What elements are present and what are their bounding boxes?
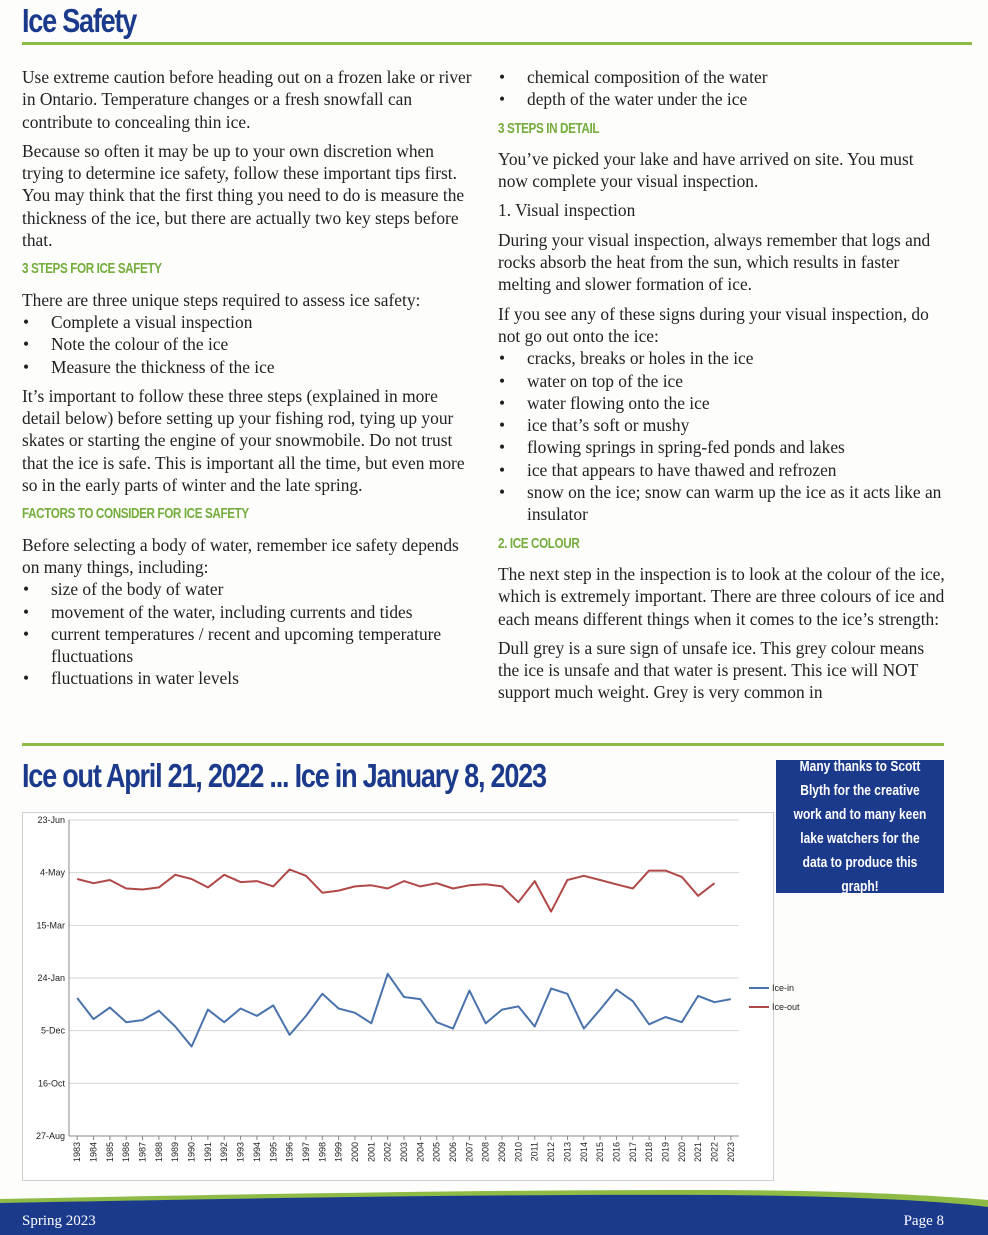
- x-tick-label: 2011: [529, 1142, 540, 1162]
- x-tick-label: 1985: [104, 1142, 115, 1163]
- steps-intro: There are three unique steps required to assess ice safety:: [22, 289, 421, 310]
- footer-band: [0, 1185, 988, 1235]
- x-tick-label: 2002: [382, 1142, 393, 1163]
- factors-intro: Before selecting a body of water, remember ice safety depends on many things, including:: [22, 534, 459, 577]
- detail-heading: 3 STEPS IN DETAIL: [498, 119, 600, 137]
- x-tick-label: 2009: [497, 1142, 508, 1163]
- factors-list: [22, 578, 477, 689]
- list-item: • Complete a visual inspection: [22, 311, 477, 333]
- x-tick-label: 2003: [399, 1142, 409, 1163]
- list-item: • cracks, breaks or holes in the ice: [498, 347, 946, 369]
- x-tick-label: 1990: [186, 1142, 197, 1163]
- right-column: [498, 66, 946, 711]
- x-tick-label: 2016: [611, 1142, 622, 1163]
- list-item: • movement of the water, including currents and tides: [22, 601, 477, 623]
- page-title: Ice Safety: [22, 2, 137, 39]
- left-column: [22, 66, 477, 697]
- x-tick-label: 1991: [202, 1142, 213, 1163]
- x-tick-label: 2004: [415, 1142, 426, 1163]
- y-tick-label: 24-Jan: [37, 973, 65, 983]
- factors-heading: FACTORS TO CONSIDER FOR ICE SAFETY: [22, 505, 249, 523]
- x-tick-label: 2006: [448, 1142, 459, 1163]
- x-tick-label: 1997: [300, 1142, 311, 1163]
- legend-label: Ice-out: [772, 1002, 800, 1012]
- list-item: • Measure the thickness of the ice: [22, 356, 477, 378]
- list-item: • flowing springs in spring-fed ponds and lakes: [498, 436, 946, 458]
- x-tick-label: 2021: [693, 1142, 704, 1163]
- footer-page-number: Page 8: [903, 1213, 944, 1229]
- list-item: • chemical composition of the water: [498, 66, 946, 88]
- x-tick-label: 2001: [366, 1142, 377, 1163]
- y-tick-label: 27-Aug: [35, 1131, 65, 1141]
- visual-paragraph-1: During your visual inspection, always remember that logs and rocks absorb the heat from the sun, which results in faster melting and slower formation of ice.: [498, 229, 931, 295]
- x-tick-label: 1999: [333, 1142, 344, 1163]
- factors-list-continued: [498, 66, 946, 111]
- list-item: • water on top of the ice: [498, 370, 946, 392]
- x-tick-label: 2022: [709, 1142, 720, 1163]
- footer-blue-band: [0, 1195, 988, 1235]
- x-tick-label: 2000: [349, 1142, 360, 1163]
- x-tick-label: 2013: [562, 1142, 573, 1163]
- visual-paragraph-2: If you see any of these signs during your visual inspection, do not go out onto the ice:: [498, 303, 929, 346]
- x-tick-label: 1996: [284, 1142, 295, 1163]
- list-item: • water flowing onto the ice: [498, 392, 946, 414]
- colour-paragraph-2: Dull grey is a sure sign of unsafe ice. This grey colour means the ice is unsafe and that water is present. This ice will NOT support much weight. Grey is very common in: [498, 637, 925, 703]
- thanks-text: Many thanks to Scott Blyth for the creative work and to many keen lake watchers for the data to produce this graph!: [793, 757, 927, 895]
- detail-paragraph: You’ve picked your lake and have arrived on site. You must now complete your visual inspection.: [498, 148, 914, 192]
- list-item: • depth of the water under the ice: [498, 88, 946, 110]
- x-tick-label: 1995: [268, 1142, 279, 1163]
- steps-paragraph: It’s important to follow these three steps (explained in more detail below) before setting up your fishing rod, tying up your skates or starting the engine of your snowmobile. Do not trust that the ice is safe. This is important all the time, but even more so in the early parts of winter and the late spring.: [22, 385, 465, 496]
- x-tick-label: 1983: [72, 1142, 83, 1163]
- intro-paragraph-2: Because so often it may be up to your own discretion when trying to determine ice safety, follow these important tips first. You may think that the first thing you need to do is measure the thickness of the ice, but there are actually two key steps before that.: [22, 140, 465, 251]
- x-tick-label: 1987: [137, 1142, 148, 1163]
- visual-inspection-heading: 1. Visual inspection: [498, 200, 636, 221]
- list-item: • snow on the ice; snow can warm up the ice as it acts like an insulator: [498, 481, 946, 526]
- list-item: • Note the colour of the ice: [22, 333, 477, 355]
- x-tick-label: 1993: [235, 1142, 246, 1163]
- header-rule: [22, 42, 972, 45]
- x-tick-label: 2023: [725, 1142, 736, 1163]
- x-tick-label: 1998: [317, 1142, 328, 1163]
- x-tick-label: 1992: [219, 1142, 230, 1163]
- list-item: • size of the body of water: [22, 578, 477, 600]
- ice-chart: [22, 812, 800, 1181]
- series-line-ice-in: [77, 974, 731, 1047]
- chart-title: Ice out April 21, 2022 ... Ice in January 8, 2023: [22, 757, 546, 794]
- colour-heading: 2. ICE COLOUR: [498, 534, 580, 552]
- x-tick-label: 2012: [546, 1142, 557, 1163]
- x-tick-label: 2019: [660, 1142, 671, 1163]
- x-tick-label: 1988: [153, 1142, 164, 1163]
- chart-section-rule: [22, 743, 944, 746]
- x-tick-label: 2018: [644, 1142, 655, 1163]
- y-tick-label: 4-May: [39, 867, 65, 878]
- x-tick-label: 2010: [513, 1142, 524, 1163]
- x-tick-label: 2005: [431, 1142, 442, 1163]
- y-tick-label: 5-Dec: [40, 1025, 65, 1036]
- x-tick-label: 2017: [627, 1142, 638, 1163]
- x-tick-label: 1994: [251, 1142, 262, 1163]
- x-tick-label: 2008: [480, 1142, 491, 1163]
- series-line-ice-out: [77, 870, 714, 912]
- intro-paragraph-1: Use extreme caution before heading out on a frozen lake or river in Ontario. Temperature changes or a fresh snowfall can contribute to concealing thin ice.: [22, 67, 472, 132]
- x-tick-label: 2014: [578, 1142, 589, 1163]
- y-tick-label: 16-Oct: [37, 1078, 65, 1089]
- y-tick-label: 15-Mar: [36, 920, 65, 931]
- thanks-box: [776, 757, 944, 895]
- list-item: • ice that appears to have thawed and refrozen: [498, 459, 946, 481]
- footer-season: Spring 2023: [22, 1213, 96, 1229]
- y-tick-label: 23-Jun: [37, 815, 65, 825]
- x-tick-label: 1986: [121, 1142, 132, 1163]
- list-item: • current temperatures / recent and upcoming temperature fluctuations: [22, 623, 477, 668]
- x-tick-label: 1984: [88, 1142, 99, 1163]
- x-tick-label: 1989: [170, 1142, 181, 1163]
- x-tick-label: 2020: [676, 1142, 687, 1163]
- list-item: • ice that’s soft or mushy: [498, 414, 946, 436]
- signs-list: [498, 347, 946, 525]
- colour-paragraph-1: The next step in the inspection is to look at the colour of the ice, which is extremely important. There are three colours of ice and each means different things when it comes to the ice’s strength:: [498, 563, 945, 629]
- steps-heading: 3 STEPS FOR ICE SAFETY: [22, 260, 162, 278]
- legend-label: Ice-in: [772, 983, 795, 993]
- list-item: • fluctuations in water levels: [22, 667, 477, 689]
- ice-chart-svg: [23, 813, 800, 1180]
- x-tick-label: 2007: [464, 1142, 475, 1163]
- steps-list: [22, 311, 477, 378]
- x-tick-label: 2015: [595, 1142, 606, 1163]
